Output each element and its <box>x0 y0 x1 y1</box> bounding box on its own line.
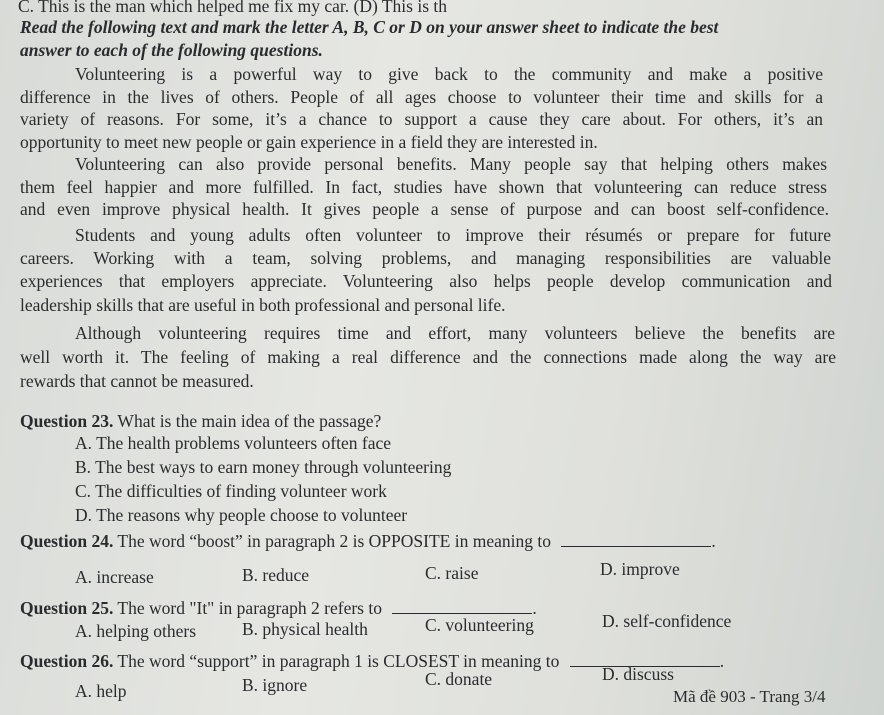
q25-option-b[interactable]: B. physical health <box>242 619 368 639</box>
question-text: What is the main idea of the passage? <box>117 411 382 431</box>
question-24: Question 24. The word “boost” in paragraph 2 is OPPOSITE in meaning to . <box>20 531 716 551</box>
question-label: Question 26. <box>20 651 114 671</box>
passage-line: and even improve physical health. It gives people a sense of purpose and can boost self-confidence. <box>20 199 829 219</box>
q25-option-c[interactable]: C. volunteering <box>425 615 534 635</box>
question-text: The word “boost” in paragraph 2 is OPPOSITE in meaning to <box>117 531 551 551</box>
passage-line: opportunity to meet new people or gain experience in a field they are interested in. <box>20 132 598 152</box>
q23-option-a[interactable]: A. The health problems volunteers often face <box>75 433 392 453</box>
passage-line: Students and young adults often volunteer to improve their résumés or prepare for future <box>75 225 831 245</box>
passage-line: rewards that cannot be measured. <box>20 371 254 391</box>
q26-option-b[interactable]: B. ignore <box>242 675 308 695</box>
instruction-line-1: Read the following text and mark the letter A, B, C or D on your answer sheet to indicate the best <box>20 17 719 37</box>
q23-option-d[interactable]: D. The reasons why people choose to volunteer <box>75 505 408 525</box>
q24-option-a[interactable]: A. increase <box>75 567 154 587</box>
question-text: The word "It" in paragraph 2 refers to <box>117 598 382 618</box>
question-25: Question 25. The word "It" in paragraph 2 refers to . <box>20 598 537 618</box>
passage-line: Volunteering is a powerful way to give back to the community and make a positive <box>75 64 823 84</box>
q23-option-b[interactable]: B. The best ways to earn money through volunteering <box>75 457 452 477</box>
passage-line: Although volunteering requires time and effort, many volunteers believe the benefits are <box>75 323 835 343</box>
question-label: Question 25. <box>20 598 114 618</box>
question-label: Question 24. <box>20 531 114 551</box>
page-footer: Mã đề 903 - Trang 3/4 <box>673 687 826 706</box>
q25-option-a[interactable]: A. helping others <box>75 621 197 641</box>
q26-option-c[interactable]: C. donate <box>425 669 493 689</box>
passage-line: variety of reasons. For some, it’s a chance to support a cause they care about. For others, it’s an <box>20 109 823 129</box>
passage-line: careers. Working with a team, solving problems, and managing responsibilities are valuable <box>20 248 831 268</box>
passage-line: them feel happier and more fulfilled. In fact, studies have shown that volunteering can reduce stress <box>20 177 827 197</box>
question-23 <box>20 410 381 432</box>
passage-line: well worth it. The feeling of making a real difference and the connections made along the way are <box>20 347 836 367</box>
passage-line: experiences that employers appreciate. Volunteering also helps people develop communication and <box>20 271 832 291</box>
q26-option-d[interactable]: D. discuss <box>602 664 674 684</box>
answer-blank <box>392 599 532 614</box>
q24-option-b[interactable]: B. reduce <box>242 565 310 585</box>
passage-line: leadership skills that are useful in both professional and personal life. <box>20 295 506 315</box>
question-text: The word “support” in paragraph 1 is CLOSEST in meaning to <box>117 651 560 671</box>
q24-option-d[interactable]: D. improve <box>600 559 680 579</box>
passage-line: difference in the lives of others. People of all ages choose to volunteer their time and skills for a <box>20 87 823 107</box>
passage-line: Volunteering can also provide personal benefits. Many people say that helping others makes <box>75 154 827 174</box>
q24-option-c[interactable]: C. raise <box>425 563 479 583</box>
answer-blank <box>561 532 711 547</box>
q26-option-a[interactable]: A. help <box>75 681 127 701</box>
q23-option-c[interactable]: C. The difficulties of finding volunteer work <box>75 481 387 501</box>
q25-option-d[interactable]: D. self-confidence <box>602 611 732 631</box>
instruction-line-2: answer to each of the following questions. <box>20 40 323 60</box>
question-26: Question 26. The word “support” in paragraph 1 is CLOSEST in meaning to . <box>20 651 725 671</box>
previous-answer-line: C. This is the man which helped me fix my car. (D) This is th <box>18 0 448 16</box>
question-label: Question 23. <box>20 411 114 431</box>
